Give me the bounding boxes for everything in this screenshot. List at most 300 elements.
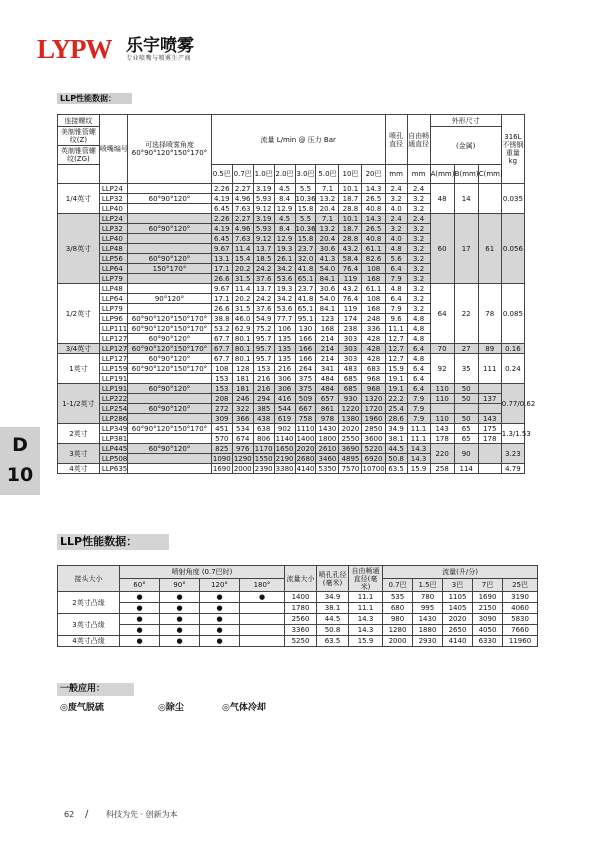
- cell-flow: 76.4: [339, 264, 362, 274]
- chapter-number: 10: [6, 464, 34, 486]
- cell-flow: 75.2: [253, 324, 274, 334]
- cell-dimension: [454, 404, 478, 414]
- cell-free-passage: 6.4: [407, 364, 430, 374]
- cell-flow: 24.2: [253, 294, 274, 304]
- cell-angle: 60°90°120°: [128, 254, 212, 264]
- header-flow-size: 流量大小: [285, 566, 317, 592]
- cell-weight: 0.77/0.62: [501, 384, 524, 424]
- cell-flow: 153: [253, 364, 274, 374]
- cell-angle-mark: ●: [120, 614, 160, 625]
- cell-flow: 13.1: [211, 254, 232, 264]
- cell-flow: 1960: [362, 414, 385, 424]
- cell-flow: 53.2: [211, 324, 232, 334]
- cell-flow: 2.27: [232, 184, 253, 194]
- cell-flow: 3690: [339, 444, 362, 454]
- cell-flow: 2000: [233, 464, 252, 473]
- cell-orifice: 50.8: [385, 454, 407, 464]
- cell-flow: 26.6: [211, 304, 232, 314]
- cell-flow: 3.19: [253, 184, 274, 194]
- cell-orifice: 28.6: [385, 414, 407, 424]
- table-row: [58, 464, 525, 474]
- cell-flow: 23.7: [295, 284, 316, 294]
- cell-flow: 1650: [275, 444, 294, 453]
- cell-angle: [128, 274, 212, 284]
- cell-value: 1780: [285, 603, 317, 614]
- cell-flow: 214: [316, 334, 339, 344]
- cell-flow: 2020: [296, 444, 315, 453]
- cell-free-passage: 3.2: [407, 224, 430, 234]
- cell-flow: 10.36: [295, 224, 316, 233]
- cell-free-passage: 4.8: [407, 314, 430, 324]
- cell-value: 4140: [443, 636, 473, 647]
- cell-free-passage: 4.8: [407, 354, 430, 364]
- cell-flow: 13.7: [253, 284, 274, 294]
- cell-angle: [128, 374, 212, 384]
- cell-flow: 23.7: [295, 244, 316, 254]
- cell-flow: 54.0: [316, 294, 339, 304]
- cell-orifice: 11.1: [385, 324, 407, 334]
- cell-orifice: 15.9: [385, 364, 407, 374]
- cell-flow: 26.6: [211, 274, 232, 284]
- cell-angle: 60°90°120°150°170°: [128, 324, 212, 334]
- cell-flow: 214: [316, 354, 339, 364]
- cell-flow: 30.6: [316, 244, 339, 254]
- cell-angle: 150°170°: [128, 264, 212, 274]
- cell-flow: 168: [362, 304, 385, 314]
- cell-flow: 30.6: [316, 284, 339, 294]
- cell-angle-mark: ●: [200, 592, 240, 603]
- cell-model: LLP349: [99, 424, 127, 434]
- cell-flow: 428: [362, 354, 385, 364]
- header-orifice-unit: mm: [385, 165, 407, 184]
- cell-connection-size: 4英寸凸缘: [58, 636, 120, 647]
- cell-value: 2930: [413, 636, 443, 647]
- cell-model: LLP48: [99, 244, 127, 254]
- header-pressure: 1.0巴: [253, 165, 274, 184]
- cell-free-passage: 6.4: [407, 344, 430, 354]
- logo-cn-name: 乐宇喷雾: [126, 36, 194, 56]
- header-free-passage: 自由畅通直径(毫米): [349, 566, 383, 592]
- cell-value: 11960: [503, 636, 538, 647]
- cell-flow: 76.4: [339, 294, 362, 304]
- cell-angle: [128, 214, 212, 224]
- cell-flow: 375: [295, 384, 316, 394]
- cell-model: LLP32: [99, 224, 127, 234]
- cell-flow: 17.1: [211, 264, 232, 274]
- cell-flow: 37.6: [253, 274, 274, 284]
- cell-flow: 2.26: [211, 214, 232, 224]
- cell-orifice: 2.4: [385, 214, 407, 224]
- cell-flow: 54.9: [253, 314, 274, 324]
- cell-model: LLP79: [99, 304, 127, 314]
- cell-flow: 135: [274, 354, 295, 364]
- cell-free-passage: 3.2: [407, 194, 430, 204]
- footer-divider: /: [85, 809, 89, 820]
- cell-flow: 123: [316, 314, 339, 324]
- cell-orifice: 22.2: [385, 394, 407, 404]
- cell-dimension: 178: [430, 434, 454, 444]
- table-row: [58, 344, 525, 354]
- cell-flow: 683: [362, 364, 385, 374]
- usage-item-dust-removal: ◎除尘: [158, 703, 184, 713]
- cell-flow: 95.7: [253, 354, 274, 364]
- cell-flow: 65.1: [295, 274, 316, 284]
- cell-flow: 685: [339, 384, 362, 394]
- cell-flow: 8.4: [274, 194, 295, 204]
- cell-flow: 3.19: [253, 214, 274, 224]
- cell-flow: 9.12: [253, 204, 274, 214]
- cell-flow: 1140: [275, 434, 294, 443]
- cell-value: 1430: [413, 614, 443, 625]
- cell-flow: 5220: [362, 444, 385, 454]
- header-uk-thread: 英制锥管螺纹(ZG): [58, 146, 100, 165]
- cell-model: LLP24: [99, 214, 127, 224]
- table-row: [58, 636, 538, 647]
- cell-value: 11.1: [349, 603, 383, 614]
- cell-flow: 2190: [275, 454, 294, 463]
- cell-flow: 4.96: [232, 224, 253, 234]
- header-connection-size: 接头大小: [58, 566, 120, 592]
- cell-flow: 968: [362, 374, 385, 384]
- header-pressure: 7巴: [473, 579, 503, 592]
- cell-angle-mark: ●: [160, 625, 200, 636]
- cell-flow: 483: [339, 364, 362, 374]
- cell-flow: 108: [362, 264, 385, 274]
- cell-orifice: 6.4: [385, 294, 407, 304]
- cell-dimension: 61: [478, 214, 501, 284]
- header-pressure: 3.0巴: [295, 165, 316, 184]
- header-pressure: 2.0巴: [274, 165, 295, 184]
- cell-orifice: 3.2: [385, 224, 407, 234]
- cell-dimension: 110: [430, 384, 454, 394]
- table-row: [58, 603, 538, 614]
- cell-flow: 26.1: [274, 254, 295, 264]
- cell-flow: 930: [339, 394, 362, 404]
- cell-thread-size: 2英寸: [58, 424, 100, 444]
- cell-dimension: 143: [430, 424, 454, 434]
- cell-flow: 2610: [316, 444, 339, 454]
- cell-model: LLP286: [99, 414, 127, 424]
- cell-flow: 106: [274, 324, 295, 334]
- cell-flow: 7570: [339, 464, 362, 474]
- cell-flow: 28.8: [339, 234, 362, 244]
- header-weight: 316L不锈钢重量kg: [501, 115, 524, 184]
- cell-flow: 1690: [212, 464, 231, 473]
- cell-orifice: 6.4: [385, 264, 407, 274]
- cell-flow: 61.1: [362, 284, 385, 294]
- cell-flow: 80.1: [232, 334, 253, 344]
- cell-orifice: 4.0: [385, 204, 407, 214]
- table-row: [58, 354, 525, 364]
- cell-flow: 248: [362, 314, 385, 324]
- cell-dimension: 92: [430, 354, 454, 384]
- cell-orifice: 63.5: [385, 464, 407, 474]
- cell-model: LLP381: [99, 434, 127, 444]
- cell-value: 3360: [285, 625, 317, 636]
- cell-flow: 861: [316, 404, 339, 414]
- cell-flow: 53.6: [274, 274, 295, 284]
- cell-flow: 11.4: [232, 284, 253, 294]
- cell-flow: 534: [232, 424, 253, 434]
- cell-angle: 60°90°120°150°170°: [128, 314, 212, 324]
- cell-free-passage: 7.9: [407, 414, 430, 424]
- cell-value: 4050: [473, 625, 503, 636]
- cell-angle: 60°90°120°: [128, 194, 212, 204]
- cell-flow: 10.36: [295, 194, 316, 203]
- cell-value: 3190: [503, 592, 538, 603]
- cell-flow: 306: [274, 384, 295, 394]
- cell-value: 1400: [285, 592, 317, 603]
- cell-flow: 619: [274, 414, 295, 424]
- cell-dimension: 17: [454, 214, 478, 284]
- cell-angle-mark: ●: [160, 614, 200, 625]
- cell-flow: 80.1: [232, 344, 253, 354]
- cell-value: 2560: [285, 614, 317, 625]
- cell-angle: [128, 454, 212, 464]
- cell-angle-mark: [240, 636, 285, 647]
- cell-flow: 4.5: [274, 184, 295, 194]
- cell-flow: 9.67: [211, 244, 232, 254]
- cell-orifice: 7.9: [385, 304, 407, 314]
- cell-flow: 38.8: [211, 314, 232, 324]
- cell-model: LLP32: [99, 194, 127, 204]
- cell-flow: 638: [253, 424, 274, 434]
- cell-flow: 80.1: [232, 354, 253, 364]
- cell-model: LLP127: [99, 344, 127, 354]
- cell-value: 995: [413, 603, 443, 614]
- cell-orifice: 5.6: [385, 254, 407, 264]
- cell-dimension: 89: [478, 344, 501, 354]
- cell-weight: 0.085: [501, 284, 524, 344]
- cell-free-passage: 11.1: [407, 434, 430, 444]
- cell-dimension: 258: [430, 464, 454, 474]
- cell-dimension: 48: [430, 184, 454, 214]
- cell-flow: 67.7: [211, 344, 232, 354]
- cell-flow: 20.4: [316, 234, 339, 244]
- usage-item-gas-cooling: ◎气体冷却: [222, 703, 266, 713]
- cell-angle-mark: ●: [240, 592, 285, 603]
- table-row: [58, 434, 525, 444]
- cell-orifice: 3.2: [385, 194, 407, 204]
- cell-angle: [128, 284, 212, 294]
- cell-flow: 428: [362, 334, 385, 344]
- cell-model: LLP508: [99, 454, 127, 464]
- cell-flow: 119: [339, 274, 362, 284]
- cell-dimension: 70: [430, 344, 454, 354]
- table-row: [58, 614, 538, 625]
- cell-flow: 166: [295, 334, 316, 344]
- cell-flow: 758: [295, 414, 316, 424]
- cell-flow: 1090: [212, 454, 231, 463]
- cell-model: LLP79: [99, 274, 127, 284]
- cell-flow: 674: [232, 434, 253, 444]
- logo-brand: LYPW: [37, 34, 112, 64]
- usage-item-desulfurization: ◎废气脱硫: [60, 703, 104, 713]
- header-pressure: 25巴: [503, 579, 538, 592]
- header-pressure: 20巴: [362, 165, 385, 184]
- cell-angle-mark: [240, 603, 285, 614]
- cell-dimension: 137: [478, 394, 501, 404]
- cell-angle: 60°90°120°: [128, 224, 212, 234]
- table-header-row: [58, 115, 525, 127]
- header-pressure: 0.5巴: [211, 165, 232, 184]
- cell-dimension: 27: [454, 344, 478, 354]
- cell-value: 780: [413, 592, 443, 603]
- cell-flow: 1220: [339, 404, 362, 414]
- cell-orifice: 4.8: [385, 284, 407, 294]
- cell-angle-mark: ●: [120, 592, 160, 603]
- cell-flow: 9.67: [211, 284, 232, 294]
- cell-free-passage: 3.2: [407, 254, 430, 264]
- cell-orifice: 4.0: [385, 234, 407, 244]
- cell-flow: 3460: [316, 454, 339, 464]
- cell-weight: 4.79: [501, 464, 524, 474]
- cell-flow: 95.1: [295, 314, 316, 324]
- cell-flow: 18.5: [253, 254, 274, 264]
- cell-angle: 60°90°120°: [128, 334, 212, 344]
- cell-free-passage: 7.9: [407, 394, 430, 404]
- cell-orifice: 12.7: [385, 334, 407, 344]
- cell-flow: 82.6: [362, 254, 385, 264]
- cell-weight: 0.24: [501, 354, 524, 384]
- cell-value: 1405: [443, 603, 473, 614]
- cell-orifice: 44.5: [385, 444, 407, 454]
- cell-flow: 451: [211, 424, 232, 434]
- cell-flow: 130: [295, 324, 316, 334]
- cell-flow: 41.8: [295, 294, 316, 304]
- table-row: [58, 592, 538, 603]
- cell-angle: 60°90°120°: [128, 404, 212, 414]
- cell-flow: 1400: [296, 434, 315, 443]
- cell-flow: 135: [274, 344, 295, 354]
- header-dim-a: A(mm): [430, 165, 454, 184]
- cell-orifice: 12.7: [385, 344, 407, 354]
- cell-flow: 1800: [316, 434, 339, 444]
- cell-angle: 60°90°120°: [128, 354, 212, 364]
- header-dimensions-metal: (金属): [430, 127, 501, 165]
- cell-free-passage: 2.4: [407, 214, 430, 224]
- cell-flow: 214: [316, 344, 339, 354]
- header-angle-label: 可选择喷雾角度: [144, 141, 194, 149]
- cell-flow: 657: [316, 394, 339, 404]
- cell-free-passage: 4.8: [407, 334, 430, 344]
- logo-tagline: 专业喷嘴与喷雾生产商: [126, 55, 192, 62]
- cell-flow: 128: [232, 364, 253, 374]
- cell-value: 7660: [503, 625, 538, 636]
- cell-flow: 7.63: [232, 204, 253, 214]
- table-header-row: [58, 566, 538, 579]
- cell-model: LLP159: [99, 364, 127, 374]
- cell-free-passage: 14.3: [407, 454, 430, 464]
- cell-flow: 41.8: [295, 264, 316, 274]
- header-orifice: 喷孔直径: [385, 115, 407, 165]
- cell-flow: 428: [362, 344, 385, 354]
- cell-angle: [128, 304, 212, 314]
- cell-model: LLP40: [99, 234, 127, 244]
- cell-flow: 174: [339, 314, 362, 324]
- header-dim-b: B(mm): [454, 165, 478, 184]
- cell-model: LLP48: [99, 284, 127, 294]
- cell-thread-size: 3英寸: [58, 444, 100, 464]
- cell-flow: 24.2: [253, 264, 274, 274]
- cell-free-passage: 3.2: [407, 234, 430, 244]
- header-free-passage: 自由畅通直径: [407, 115, 430, 165]
- cell-angle: [128, 464, 212, 474]
- header-pressure: 5.0巴: [316, 165, 339, 184]
- cell-free-passage: 3.2: [407, 294, 430, 304]
- table-row: [58, 184, 525, 194]
- cell-model: LLP64: [99, 294, 127, 304]
- chapter-tab: [0, 427, 40, 495]
- cell-flow: 26.5: [362, 194, 385, 204]
- cell-flow: 166: [295, 354, 316, 364]
- cell-flow: 10700: [362, 464, 385, 473]
- cell-model: LLP191: [99, 374, 127, 384]
- cell-flow: 12.9: [274, 204, 295, 214]
- cell-model: LLP24: [99, 184, 127, 194]
- header-connection: 连接螺纹: [58, 115, 100, 127]
- cell-flow: 544: [274, 404, 295, 414]
- cell-flow: 7.1: [316, 184, 339, 194]
- cell-dimension: 50: [454, 414, 478, 424]
- cell-thread-size: 4英寸: [58, 464, 100, 474]
- cell-flow: 1550: [254, 454, 273, 463]
- cell-dimension: 111: [478, 354, 501, 384]
- cell-flow: 5.93: [253, 224, 274, 234]
- cell-flow: 12.9: [274, 234, 295, 244]
- cell-flow: 322: [232, 404, 253, 414]
- cell-flow: 40.8: [362, 204, 385, 214]
- cell-dimension: 50: [454, 394, 478, 404]
- cell-orifice: 38.1: [385, 434, 407, 444]
- flange-performance-table: [57, 565, 538, 647]
- cell-dimension: 60: [430, 214, 454, 284]
- cell-angle-mark: [240, 625, 285, 636]
- cell-flow: 4.96: [232, 194, 253, 204]
- table-row: [58, 394, 525, 404]
- cell-weight: 0.16: [501, 344, 524, 354]
- cell-value: 1880: [413, 625, 443, 636]
- cell-angle: [128, 394, 212, 404]
- cell-flow: 509: [295, 394, 316, 404]
- cell-flow: 4.19: [211, 194, 232, 204]
- cell-free-passage: 6.4: [407, 374, 430, 384]
- cell-free-passage: 3.2: [407, 244, 430, 254]
- cell-flow: 341: [316, 364, 339, 374]
- header-angle: 60°: [120, 579, 160, 592]
- cell-model: LLP96: [99, 314, 127, 324]
- cell-flow: 570: [211, 434, 232, 444]
- cell-orifice: 25.4: [385, 404, 407, 414]
- cell-flow: 34.2: [274, 294, 295, 304]
- cell-flow: 309: [211, 414, 232, 424]
- cell-flow: 61.1: [362, 244, 385, 254]
- cell-angle: [128, 414, 212, 424]
- cell-value: 535: [383, 592, 413, 603]
- header-angle: [128, 115, 212, 184]
- cell-value: 38.1: [317, 603, 349, 614]
- cell-flow: 10.1: [339, 214, 362, 224]
- cell-value: 2020: [443, 614, 473, 625]
- cell-flow: 31.5: [232, 304, 253, 314]
- cell-flow: 416: [274, 394, 295, 404]
- cell-value: 5830: [503, 614, 538, 625]
- cell-dimension: 14: [454, 184, 478, 214]
- table-row: [58, 625, 538, 636]
- cell-dimension: 90: [454, 444, 478, 464]
- cell-flow: 67.7: [211, 354, 232, 364]
- cell-flow: 8.4: [274, 224, 295, 234]
